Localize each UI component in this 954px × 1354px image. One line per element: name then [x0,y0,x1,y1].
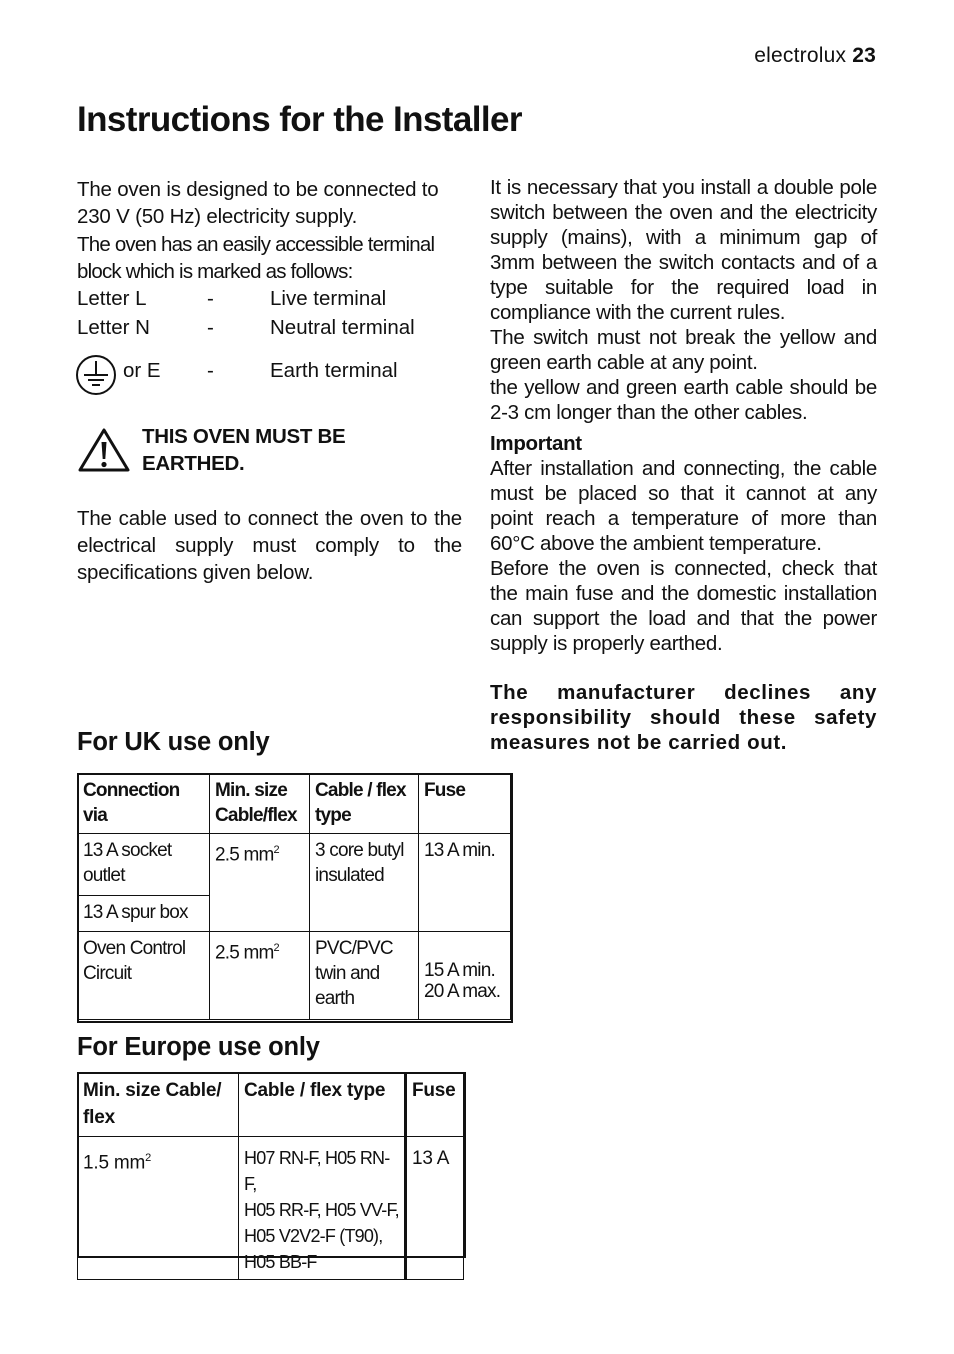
terminal-name: Live terminal [270,287,387,310]
cable-paragraph: The cable used to connect the oven to the electrical supply must comply to the specifications given below. [77,507,462,584]
table-cell: 3 core butyl insulated [310,834,419,932]
terminal-list [77,284,462,384]
table-cell: 13 A socket outlet [78,834,210,896]
terminal-dash: - [207,316,214,339]
column-header: Connection via [78,774,210,834]
cell-text: 20 A max. [424,980,501,1002]
uk-table-heading: For UK use only [77,728,270,756]
terminal-letter: Letter L [77,287,147,310]
brand-name: electrolux [754,44,847,67]
table-cell [210,834,310,932]
cable-type-line: H05 RR-F, H05 VV-F, [244,1200,399,1220]
cell-text: 15 A min. [424,959,495,981]
cell-text: 2.5 mm [215,844,274,866]
table-row [78,1137,464,1280]
temperature-paragraph: After installation and connecting, the cable must be placed so that it cannot at any point reach a temperature of more than 60°C above the ambient temperature. [490,457,877,555]
warning-triangle-icon [77,427,131,473]
uk-cable-table [77,773,511,1020]
cable-type-line: H05 BB-F [244,1252,317,1272]
superscript: 2 [273,844,279,856]
table-cell: 13 A [406,1137,464,1280]
cell-text: 1.5 mm [83,1152,146,1174]
switch-paragraph: It is necessary that you install a double pole switch between the oven and the electricity supply (mains), with a minimum gap of 3mm between the switch contacts and of a type suitable for the required load in compliance with the current rules. [490,176,877,324]
table-row [78,932,511,1020]
column-header: Cable / flex type [239,1073,406,1137]
table-header-row [78,1073,464,1137]
column-header: Min. size Cable/flex [210,774,310,834]
cable-type-line: H07 RN-F, H05 RN-F, [244,1148,390,1194]
earth-symbol-icon [75,354,117,396]
page-number: 23 [852,44,876,67]
terminal-name: Earth terminal [270,359,398,382]
earthing-warning: THIS OVEN MUST BE EARTHED. [142,425,346,475]
fuse-check-paragraph: Before the oven is connected, check that the main fuse and the domestic installation can support the load and that the power supply is properly earthed. [490,557,877,655]
table-cell [419,932,511,1020]
column-header: Fuse [406,1073,464,1137]
table-cell: Oven Control Circuit [78,932,210,1020]
terminal-letter: Letter N [77,316,150,339]
column-header: Cable / flex type [310,774,419,834]
cell-text: 2.5 mm [215,942,274,964]
eu-table-heading: For Europe use only [77,1033,320,1061]
superscript: 2 [145,1152,152,1164]
important-heading: Important [490,432,582,455]
table-row [78,834,511,896]
terminal-dash: - [207,359,214,382]
terminal-name: Neutral terminal [270,316,415,339]
table-cell [210,932,310,1020]
intro-paragraph-2: The oven has an easily accessible terminal block which is marked as follows: [77,233,435,283]
table-cell: 13 A spur box [78,896,210,932]
page-header [754,44,876,68]
cable-type-line: H05 V2V2-F (T90), [244,1226,383,1246]
eu-cable-table [77,1072,464,1280]
earth-length-paragraph: the yellow and green earth cable should be 2-3 cm longer than the other cables. [490,376,877,424]
page-title: Instructions for the Installer [77,100,522,139]
right-column [490,175,877,755]
table-cell [239,1137,406,1280]
terminal-letter: or E [123,359,161,382]
intro-paragraph-1: The oven is designed to be connected to 230 V (50 Hz) electricity supply. [77,178,439,228]
earth-break-paragraph: The switch must not break the yellow and green earth cable at any point. [490,326,877,374]
disclaimer-paragraph: The manufacturer declines any responsibility should these safety measures not be carried out. [490,681,877,754]
superscript: 2 [273,942,279,954]
table-cell: 13 A min. [419,834,511,932]
column-header: Fuse [419,774,511,834]
table-cell: PVC/PVC twin and earth [310,932,419,1020]
table-header-row [78,774,511,834]
table-cell [78,1137,239,1280]
terminal-dash: - [207,287,214,310]
column-header: Min. size Cable/ flex [78,1073,239,1137]
